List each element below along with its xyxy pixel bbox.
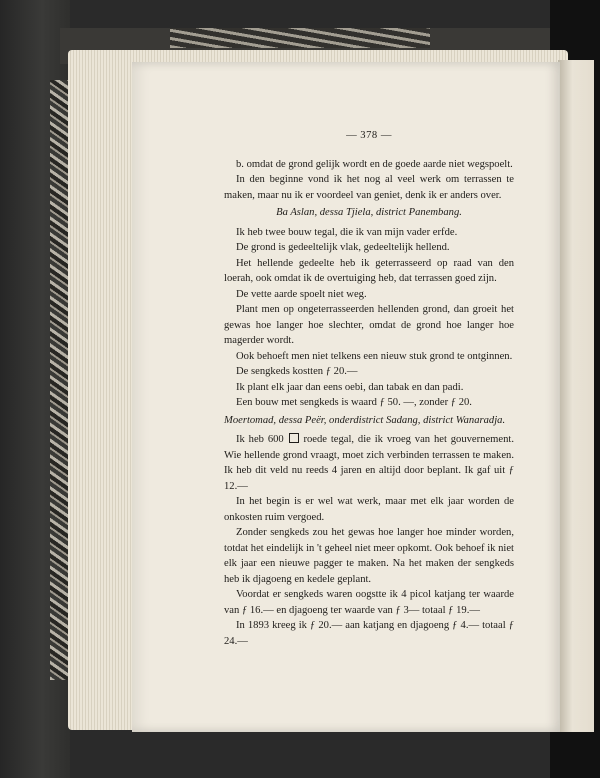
paragraph: Het hellende gedeelte heb ik geterrasseerd op raad van den loerah, ook omdat ik de overtuiging heb, dat terrassen goed zijn. — [224, 257, 514, 284]
paragraph: In 1893 kreeg ik ƒ 20.— aan katjang en djagoeng ƒ 4.— totaal ƒ 24.— — [224, 620, 514, 647]
paragraph: Een bouw met sengkeds is waard ƒ 50. —, zonder ƒ 20. — [236, 397, 472, 408]
section-heading: Moertomad, dessa Peër, onderdistrict Sadang, district Wanaradja. — [224, 414, 506, 426]
paragraph: In het begin is er wel wat werk, maar met elk jaar worden de onkosten ruim vergoed. — [224, 496, 514, 523]
paragraph: De vette aarde spoelt niet weg. — [236, 288, 367, 300]
paragraph: De sengkeds kostten ƒ 20.— — [236, 366, 358, 377]
paragraph-rest: roede tegal, die ik vroeg van het gouvernement. Wie hellende grond vraagt, moet zich verbinden terrassen te maken. Ik heb dit veld nu reeds 4 jaren en altijd door beplant. Ik gaf uit ƒ 12.— — [224, 434, 514, 492]
marbled-edge-top — [170, 28, 430, 48]
paragraph: Ik plant elk jaar dan eens oebi, dan tabak en dan padi. — [236, 381, 464, 393]
paragraph: b. omdat de grond gelijk wordt en de goede aarde niet wegspoelt. — [236, 158, 513, 170]
paragraph: In den beginne vond ik het nog al veel werk om terrassen te maken, maar nu ik er voordeel van geniet, denk ik er anders over. — [224, 174, 514, 201]
book-page — [132, 62, 560, 732]
paragraph: Ik heb twee bouw tegal, die ik van mijn vader erfde. — [236, 226, 458, 238]
square-unit-icon — [289, 433, 299, 443]
paragraph: Ook behoeft men niet telkens een nieuw stuk grond te ontginnen. — [236, 350, 513, 362]
paragraph: De grond is gedeeltelijk vlak, gedeeltelijk hellend. — [236, 242, 450, 253]
paragraph — [224, 432, 514, 494]
paragraph: Plant men op ongeterrasseerden hellenden grond, dan groeit het gewas hoe langer hoe slechter, omdat de grond hoe langer hoe magerder wordt. — [224, 304, 514, 346]
paragraph: Voordat er sengkeds waren oogstte ik 4 picol katjang ter waarde van ƒ 16.— en djagoeng ter waarde van ƒ 3— totaal ƒ 19.— — [224, 589, 514, 616]
paragraph: Zonder sengkeds zou het gewas hoe langer hoe minder worden, totdat het eindelijk in 't geheel niet meer opkomt. Ook behoef ik niet elk jaar een nieuwe pagger te maken. Na het maken der sengkeds heb ik djagoeng en kedele geplant. — [224, 527, 514, 585]
page-number: — 378 — — [346, 130, 392, 141]
paragraph-start: Ik heb 600 — [236, 434, 284, 445]
section-heading: Ba Aslan, dessa Tjiela, district Panembang. — [276, 207, 462, 218]
page-text — [224, 128, 514, 649]
facing-page-edge — [558, 60, 594, 732]
